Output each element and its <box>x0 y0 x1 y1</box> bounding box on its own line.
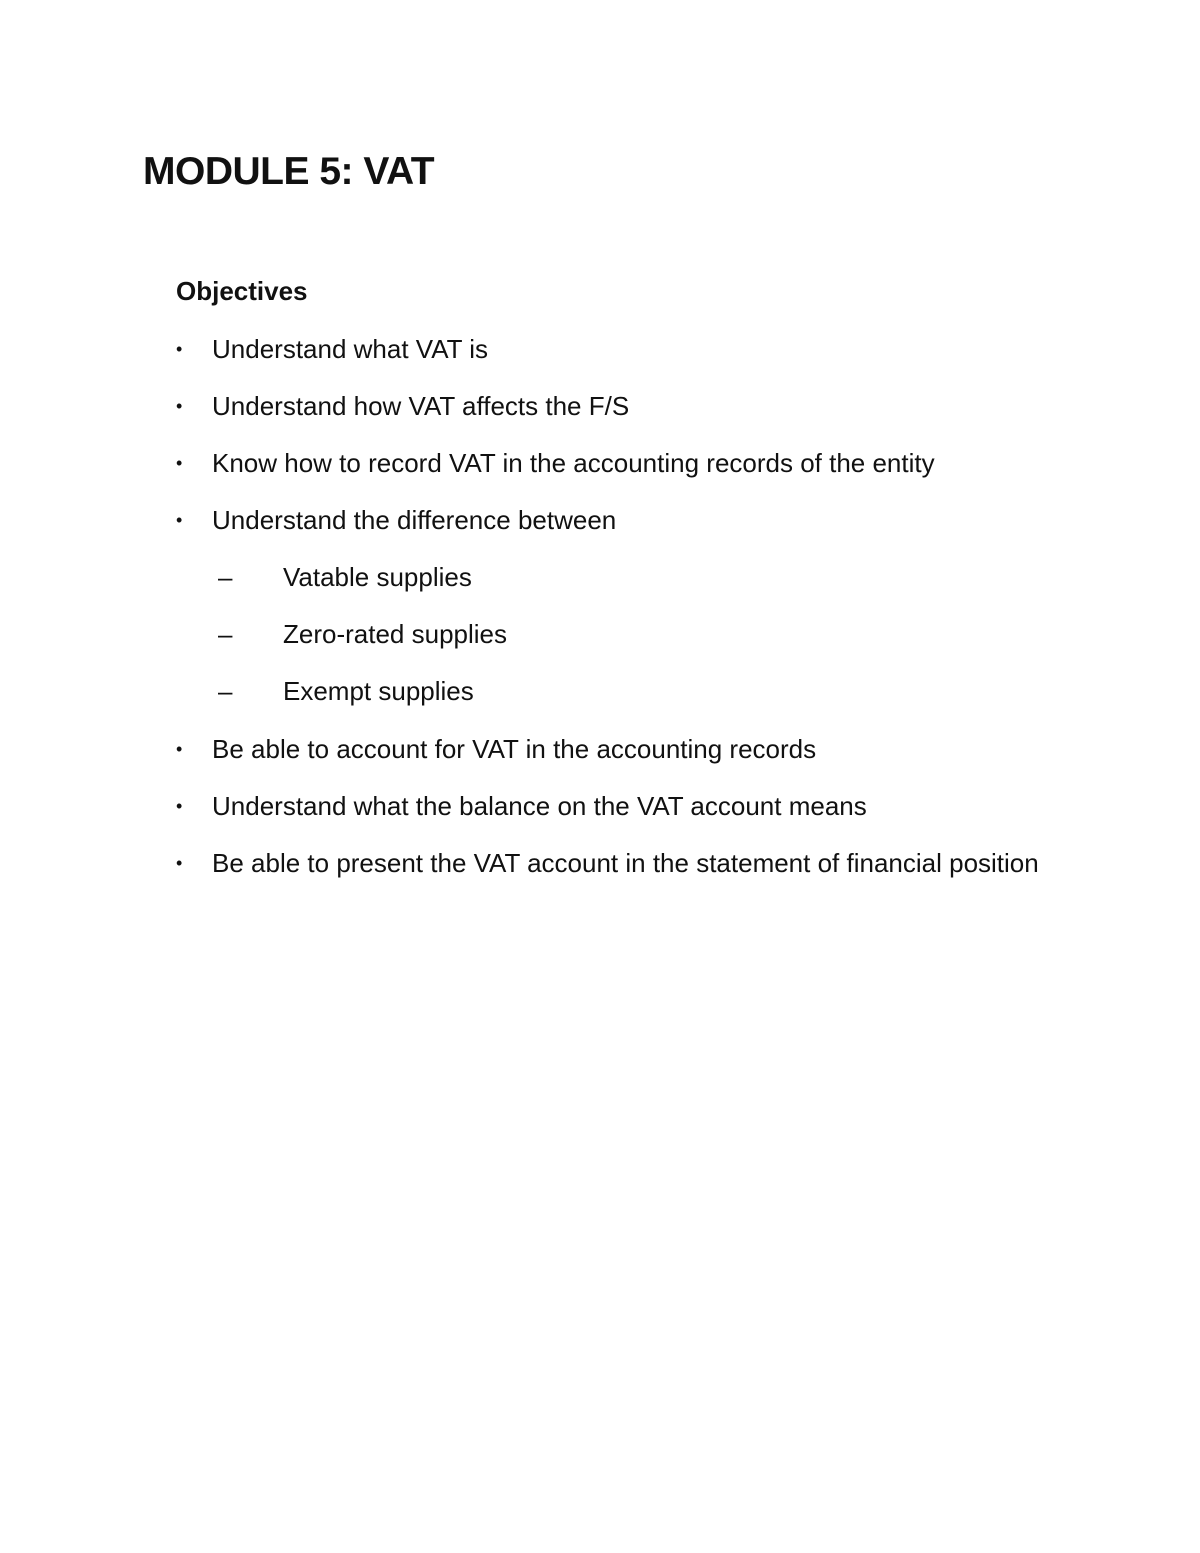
objectives-heading: Objectives <box>176 276 308 306</box>
bullet-icon: • <box>176 453 183 473</box>
bullet-icon: • <box>176 510 183 530</box>
objective-text: Know how to record VAT in the accounting records of the entity <box>212 448 935 478</box>
bullet-icon: • <box>176 739 183 759</box>
objective-text: Be able to present the VAT account in the statement of financial position <box>212 848 1039 878</box>
supply-type-text: Vatable supplies <box>283 562 472 592</box>
dash-icon: – <box>218 619 233 649</box>
dash-icon: – <box>218 676 233 706</box>
objective-text: Understand how VAT affects the F/S <box>212 391 630 421</box>
bullet-icon: • <box>176 853 183 873</box>
objective-text: Understand what VAT is <box>212 334 489 364</box>
objective-text: Understand what the balance on the VAT account means <box>212 791 867 821</box>
objective-text: Understand the difference between <box>212 505 617 535</box>
dash-icon: – <box>218 562 233 592</box>
supply-type-text: Exempt supplies <box>283 676 474 706</box>
bullet-icon: • <box>176 796 183 816</box>
bullet-icon: • <box>176 339 183 359</box>
supply-type-text: Zero-rated supplies <box>283 619 507 649</box>
page-title: MODULE 5: VAT <box>143 150 435 193</box>
bullet-icon: • <box>176 396 183 416</box>
objective-text: Be able to account for VAT in the accounting records <box>212 734 817 764</box>
